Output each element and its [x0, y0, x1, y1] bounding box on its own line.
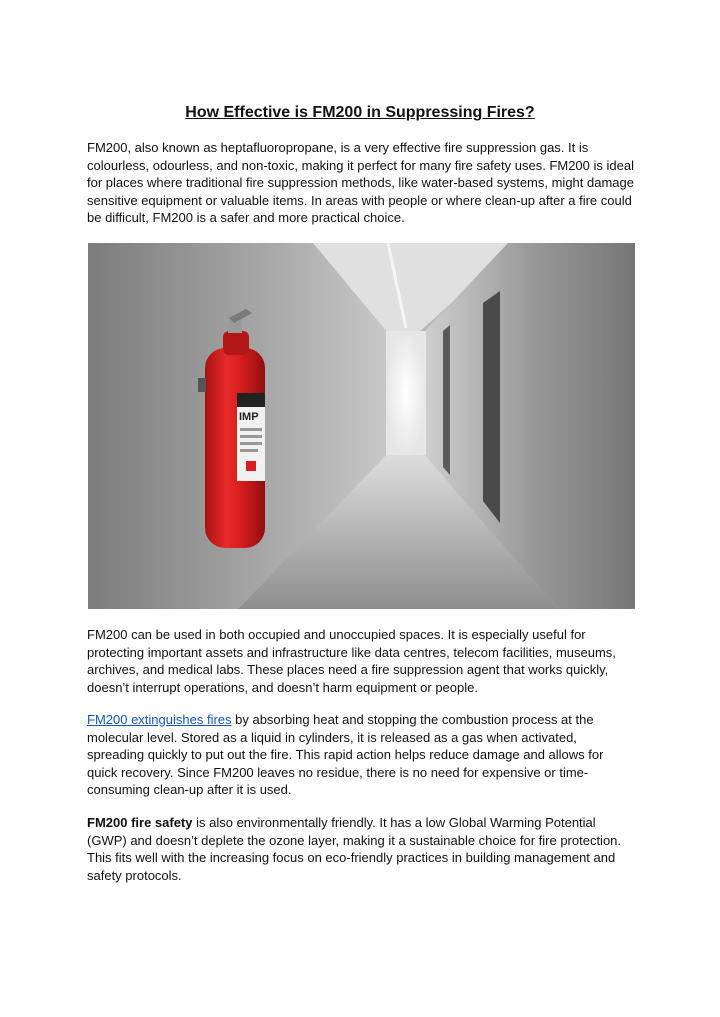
mechanism-paragraph: [87, 711, 635, 799]
fire-extinguisher-photo: [88, 243, 635, 609]
uses-paragraph: FM200 can be used in both occupied and unoccupied spaces. It is especially useful for protecting important assets and infrastructure like data centres, telecom facilities, museums, archives, and medical labs. These places need a fire suppression agent that works quickly, doesn’t interrupt operations, and doesn’t harm equipment or people.: [87, 627, 616, 695]
intro-paragraph: FM200, also known as heptafluoropropane, is a very effective fire suppression gas. It is colourless, odourless, and non-toxic, making it perfect for many fire safety uses. FM200 is ideal for places where traditional fire suppression methods, like water-based systems, might damage sensitive equipment or valuable items. In areas with people or where clean-up after a fire could be difficult, FM200 is a safer and more practical choice.: [87, 140, 634, 226]
fm200-fire-safety-bold: FM200 fire safety: [87, 815, 193, 830]
page-title: How Effective is FM200 in Suppressing Fires?: [185, 104, 535, 121]
environment-paragraph: [87, 814, 635, 884]
extinguisher-label-text: IMP: [239, 411, 259, 423]
fm200-extinguishes-fires-link[interactable]: FM200 extinguishes fires: [87, 712, 232, 727]
environment-text: is also environmentally friendly. It has a low Global Warming Potential (GWP) and doesn’t deplete the ozone layer, making it a sustainable choice for fire protection. This fits well with the increasing focus on eco-friendly practices in building management and safety protocols.: [87, 815, 622, 883]
mechanism-text: by absorbing heat and stopping the combustion process at the molecular level. Stored as a liquid in cylinders, it is released as a gas when activated, spreading quickly to put out the fire. This rapid action helps reduce damage and allows for quick recovery. Since FM200 leaves no residue, there is no need for expensive or time-consuming clean-up after it is used.: [87, 712, 604, 798]
